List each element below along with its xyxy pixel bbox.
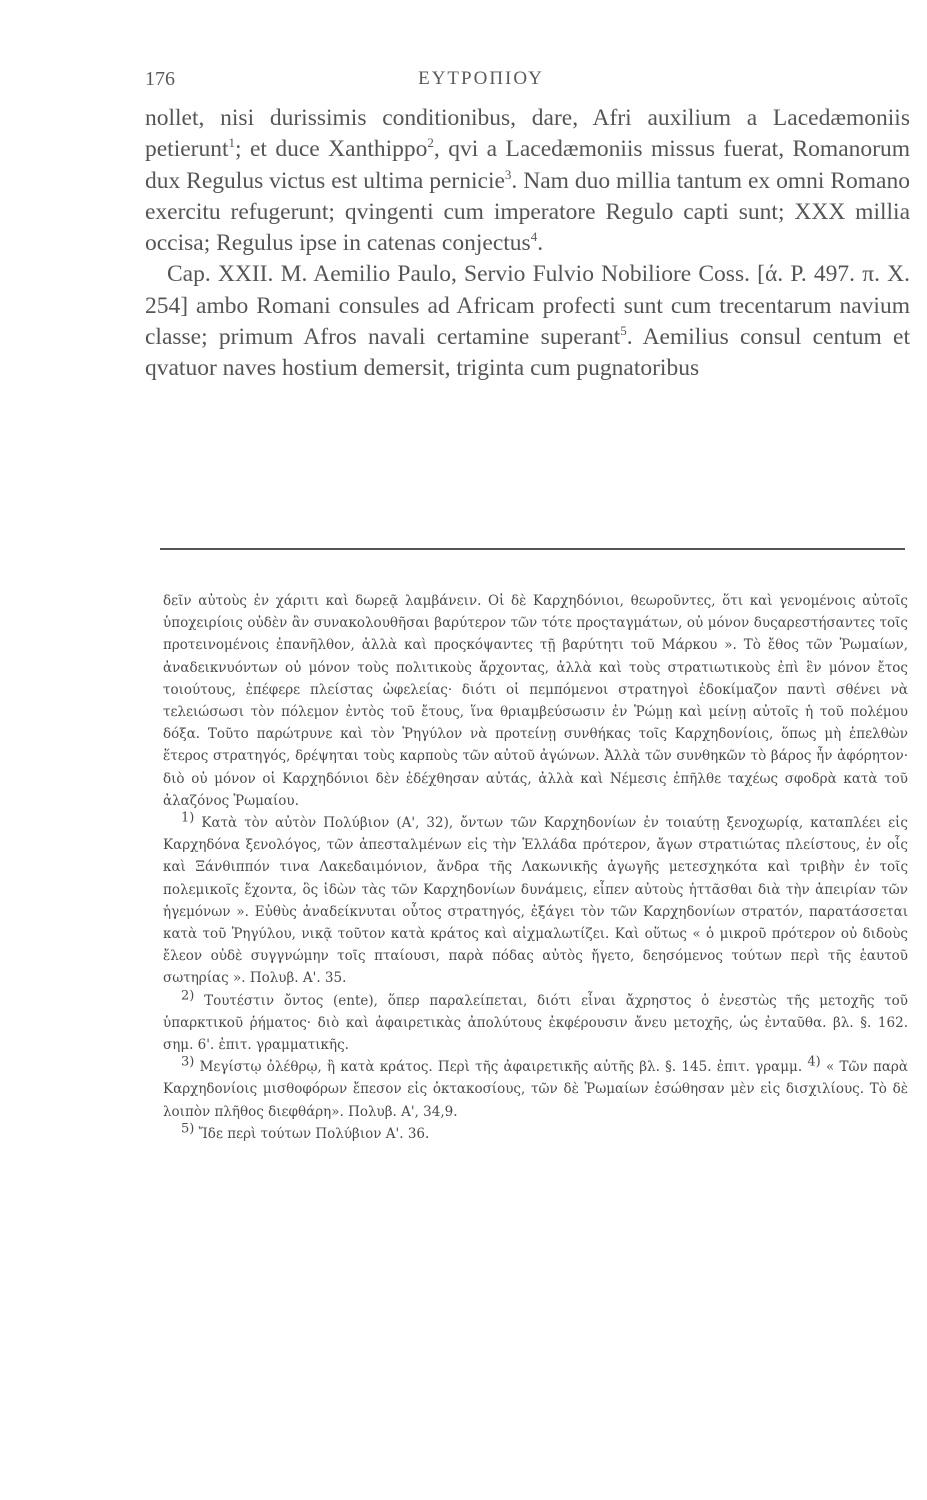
footnote-ref: 3 bbox=[504, 166, 512, 182]
text-segment: . Nam duo millia tantum ex omni Romano exercitu refugerunt; qvingenti cum imperatore Regulo capti sunt; XXX millia occisa; Regulus ipse in catenas conjectus bbox=[145, 167, 910, 257]
footnote-marker: 1) bbox=[181, 810, 195, 826]
footnote-ref: 2 bbox=[427, 135, 434, 151]
footnote-3-4 bbox=[163, 1056, 908, 1123]
text-segment: , qvi a Lacedæmoniis missus fuerat, Romanorum dux Regulus victus est ultima pernicie bbox=[145, 136, 910, 194]
page-number: 176 bbox=[145, 68, 175, 90]
text-segment: . Aemilius consul centum et qvatuor naves hostium demersit, triginta cum pugnatoribus bbox=[145, 324, 910, 382]
footnote-text: Ἴδε περὶ τούτων Πολύβιον Α'. 36. bbox=[198, 1125, 430, 1142]
footnotes bbox=[163, 590, 908, 1145]
text-segment: Cap. XXII. M. Aemilio Paulo, Servio Fulvio Nobiliore Coss. [ά. Ρ. 497. π. Χ. 254] ambo Romani consules ad Africam profecti sunt cum trecentarum navium classe; primum Afros navali certamine superant bbox=[145, 261, 910, 351]
text-segment: ; et duce Xanthippo bbox=[235, 136, 428, 163]
main-text bbox=[145, 103, 910, 385]
footnote-5 bbox=[163, 1123, 908, 1145]
footnote-marker: 3) bbox=[181, 1054, 195, 1070]
footnote-marker: 4) bbox=[807, 1054, 821, 1070]
text-segment: nollet, nisi durissimis conditionibus, dare, Afri auxilium a Lacedæmoniis petierunt bbox=[145, 105, 910, 163]
footnote-text: Τουτέστιν ὄντος (ente), ὅπερ παραλείπεται, διότι εἶναι ἄχρηστος ὁ ἐνεστὼς τῆς μετοχῆς τοῦ ὑπαρκτικοῦ ῥήματος· διὸ καὶ ἀφαιρετικὰς ἀπολύτους ἐκφέρουσιν ἄνευ μετοχῆς, ὡς ἐνταῦθα. βλ. §. 162. σημ. 6'. ἐπιτ. γραμματικῆς. bbox=[163, 992, 909, 1054]
footnote-ref: 4 bbox=[530, 229, 538, 245]
footnote-text: Μεγίστῳ ὀλέθρῳ, ἢ κατὰ κράτος. Περὶ τῆς ἀφαιρετικῆς αὐτῆς βλ. §. 145. ἐπιτ. γραμμ. bbox=[199, 1059, 803, 1076]
footnote-text: Κατὰ τὸν αὐτὸν Πολύβιον (Α', 32), ὄντων τῶν Καρχηδονίων ἐν τοιαύτῃ ξενοχωρίᾳ, καταπλέει εἰς Καρχηδόνα ξενολόγος, τῶν ἀπεσταλμένων εἰς τὴν Ἑλλάδα πρότερον, ἄγων στρατιώτας πλείστους, ἐν οἷς καὶ Ξάνθιππόν τινα Λακεδαιμόνιον, ἄνδρα τῆς Λακωνικῆς ἀγωγῆς μετεσχηκότα καὶ τριβὴν ἐν τοῖς πολεμικοῖς ἔχοντα, ὃς ἰδὼν τὰς τῶν Καρχηδονίων δυνάμεις, εἶπεν αὐτοὺς ἡττᾶσθαι διὰ τὴν ἀπειρίαν τῶν ἡγεμόνων ». Εὐθὺς ἀναδείκνυται οὗτος στρατηγός, ἐξάγει τὸν τῶν Καρχηδονίων στρατόν, παρατάσσεται κατὰ τοῦ Ῥηγύλου, νικᾷ τοῦτον κατὰ κράτος καὶ αἰχμαλωτίζει. Καὶ οὕτως « ὁ μικροῦ πρότερον οὐ διδοὺς ἔλεον οὐδὲ συγγνώμην τοῖς πταίουσι, παρὰ πόδας αὐτὸς ἤγετο, δεησόμενος τούτων περὶ τῆς ἑαυτοῦ σωτηρίας ». Πολυβ. Α'. 35. bbox=[163, 815, 908, 987]
running-title: ΕΥΤΡΟΠΙΟΥ bbox=[418, 68, 544, 89]
text-segment: . bbox=[537, 230, 544, 257]
footnote-ref: 1 bbox=[228, 135, 236, 151]
footnote-continuation: δεῖν αὐτοὺς ἐν χάριτι καὶ δωρεᾷ λαμβάνειν. Οἱ δὲ Καρχηδόνιοι, θεωροῦντες, ὅτι καὶ γενομένοις αὐτοῖς ὑποχειρίοις οὐδὲν ἂν συνακολουθῆσαι βαρύτερον τῶν τότε προςταγμάτων, οὐ μόνον δυςαρεστήσαντες τοῖς προτεινομένοις ἐπανῆλθον, ἀλλὰ καὶ προςκόψαντες τῇ βαρύτητι τοῦ Μάρκου ». Τὸ ἔθος τῶν Ῥωμαίων, ἀναδεικνυόντων οὐ μόνον τοὺς πολιτικοὺς ἄρχοντας, ἀλλὰ καὶ τοὺς στρατιωτικοὺς ἐπὶ ἓν μόνον ἔτος τοιούτους, ἐπέφερε πλείστας ὠφελείας· διότι οἱ πεμπόμενοι στρατηγοὶ ἐδοκίμαζον παντὶ σθένει νὰ τελειώσωσι τὸν πόλεμον ἐντὸς τοῦ ἔτους, ἵνα θριαμβεύσωσιν ἐν Ῥώμῃ καὶ μείνῃ αὐτοῖς ἡ τοῦ πολέμου δόξα. Τοῦτο παρώτρυνε καὶ τὸν Ῥηγύλον νὰ προτείνῃ συνθήκας τοῖς Καρχηδονίοις, ὅπως μὴ ἐπελθὼν ἕτερος στρατηγός, δρέψηται τοὺς καρποὺς τῶν αὐτοῦ ἀγώνων. Ἀλλὰ τῶν συνθηκῶν τὸ βάρος ἦν ἀφόρητον· διὸ οὐ μόνον οἱ Καρχηδόνιοι δὲν ἐδέχθησαν αὐτάς, ἀλλὰ καὶ Νέμεσις ἐπῆλθε ταχέως σφοδρὰ κατὰ τοῦ ἀλαζόνος Ῥωμαίου. bbox=[163, 593, 908, 809]
footnote-divider bbox=[160, 548, 905, 550]
footnote-ref: 5 bbox=[620, 323, 627, 339]
footnote-text: « Τῶν παρὰ Καρχηδονίοις μισθοφόρων ἔπεσον εἰς ὀκτακοσίους, τῶν δὲ Ῥωμαίων ἐσώθησαν μὲν εἰς δισχιλίους. Τὸ δὲ λοιπὸν πλῆθος διεφθάρη». Πολυβ. Α', 34,9. bbox=[163, 1059, 908, 1120]
main-paragraph bbox=[145, 103, 910, 259]
page-header bbox=[145, 68, 817, 98]
footnote-2 bbox=[163, 990, 908, 1057]
chapter-paragraph bbox=[145, 259, 910, 384]
footnote-1 bbox=[163, 812, 908, 990]
footnote-marker: 2) bbox=[181, 988, 195, 1004]
footnote-marker: 5) bbox=[181, 1121, 195, 1137]
